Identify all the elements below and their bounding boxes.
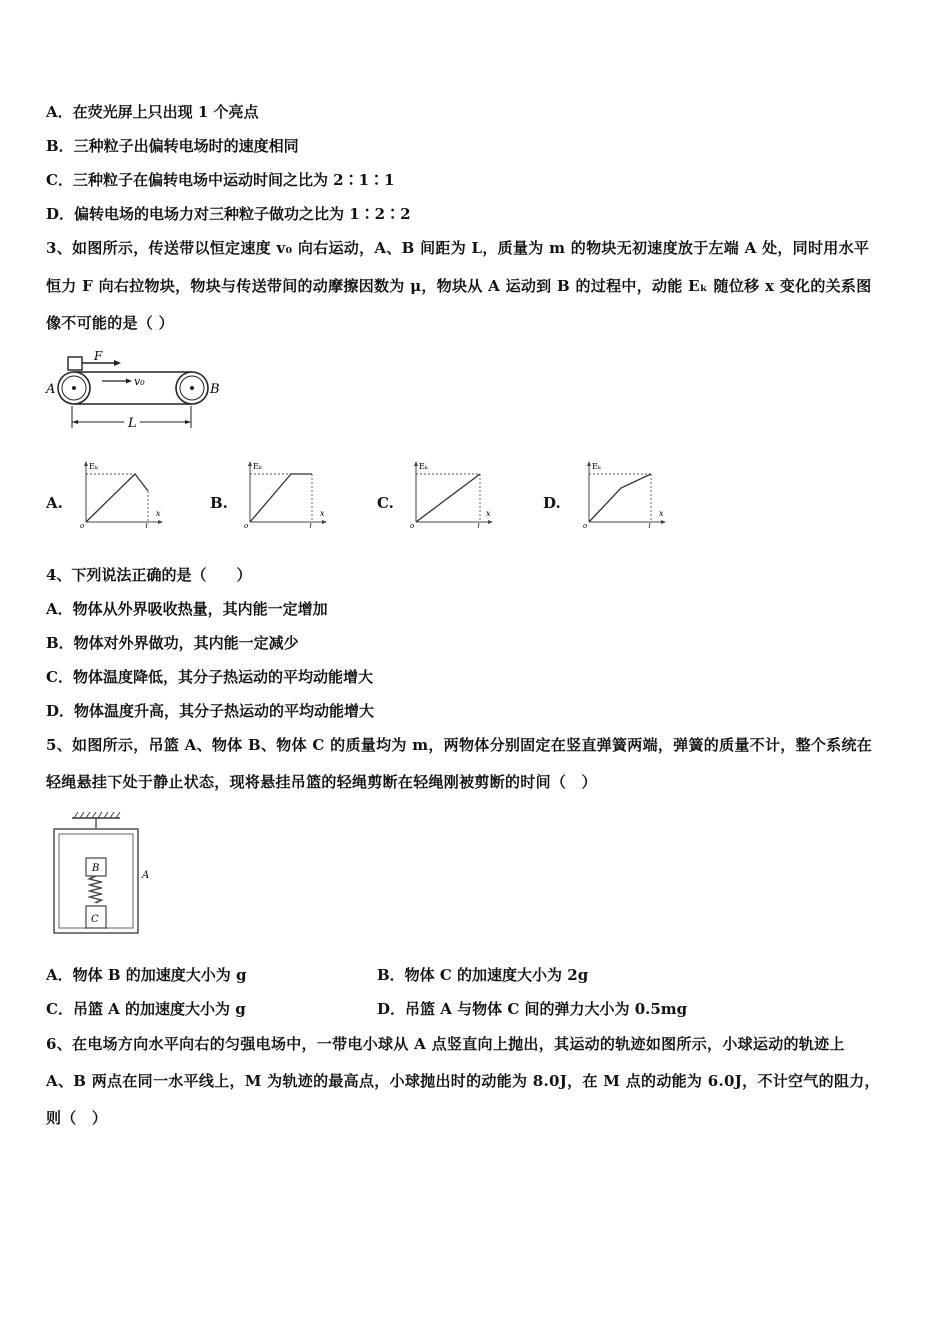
svg-text:Eₖ: Eₖ — [419, 462, 428, 471]
svg-text:Eₖ: Eₖ — [89, 462, 98, 471]
graph-c — [408, 458, 498, 528]
basket-figure — [50, 810, 160, 940]
svg-text:o: o — [410, 522, 415, 528]
graph-c-label: C. — [377, 494, 394, 512]
q3-stem-line-3: 像不可能的是（ ） — [46, 314, 174, 332]
q2-option-d: D．偏转电场的电场力对三种粒子做功之比为 1∶2∶2 — [46, 205, 411, 223]
graph-b — [242, 458, 332, 528]
svg-text:L: L — [648, 523, 653, 528]
graph-d-label: D. — [543, 494, 561, 512]
q3-stem-line-2: 恒力 F 向右拉物块，物块与传送带间的动摩擦因数为 μ，物块从 A 运动到 B 的过程中，动能 Eₖ 随位移 x 变化的关系图 — [46, 277, 872, 295]
graph-a-label: A. — [46, 494, 63, 512]
q6-stem-line-1: 6、在电场方向水平向右的匀强电场中，一带电小球从 A 点竖直向上抛出，其运动的轨迹如图所示，小球运动的轨迹上 — [46, 1035, 845, 1053]
svg-text:L: L — [309, 523, 314, 528]
svg-text:x: x — [156, 509, 161, 518]
force-label: F — [94, 349, 103, 363]
svg-text:o: o — [80, 522, 85, 528]
q6-stem-line-3: 则（ ） — [46, 1109, 108, 1127]
svg-text:L: L — [477, 523, 482, 528]
q5-stem-line-1: 5、如图所示，吊篮 A、物体 B、物体 C 的质量均为 m，两物体分别固定在竖直弹簧两端，弹簧的质量不计，整个系统在 — [46, 736, 873, 754]
basket-a-label: A — [142, 870, 150, 881]
block-c-label: C — [91, 914, 99, 925]
point-b-label: B — [210, 382, 220, 397]
q4-option-d: D．物体温度升高，其分子热运动的平均动能增大 — [46, 702, 375, 720]
svg-text:o: o — [583, 522, 588, 528]
q2-option-a: A．在荧光屏上只出现 1 个亮点 — [46, 103, 259, 121]
graph-a — [78, 458, 168, 528]
q6-stem-line-2: A、B 两点在同一水平线上，M 为轨迹的最高点，小球抛出时的动能为 8.0J，在 M 点的动能为 6.0J，不计空气的阻力， — [46, 1072, 880, 1090]
svg-text:x: x — [659, 509, 664, 518]
graph-b-label: B. — [210, 494, 228, 512]
svg-text:x: x — [486, 509, 491, 518]
q5-option-c: C．吊篮 A 的加速度大小为 g — [46, 1000, 246, 1018]
q2-option-c: C．三种粒子在偏转电场中运动时间之比为 2∶1∶1 — [46, 171, 395, 189]
point-a-label: A — [46, 382, 56, 397]
q3-stem-line-1: 3、如图所示，传送带以恒定速度 v₀ 向右运动，A、B 间距为 L，质量为 m 的物块无初速度放于左端 A 处，同时用水平 — [46, 239, 870, 257]
length-label: L — [128, 416, 137, 431]
block-b-label: B — [92, 863, 100, 874]
q4-option-b: B．物体对外界做功，其内能一定减少 — [46, 634, 299, 652]
block — [68, 357, 82, 370]
q5-option-a: A．物体 B 的加速度大小为 g — [46, 966, 247, 984]
velocity-label: v₀ — [134, 375, 145, 388]
q4-option-c: C．物体温度降低，其分子热运动的平均动能增大 — [46, 668, 373, 686]
q5-stem-line-2: 轻绳悬挂下处于静止状态，现将悬挂吊篮的轻绳剪断在轻绳刚被剪断的时间（ ） — [46, 773, 597, 791]
svg-text:Eₖ: Eₖ — [253, 462, 262, 471]
q5-option-b: B．物体 C 的加速度大小为 2g — [377, 966, 589, 984]
svg-text:o: o — [244, 522, 249, 528]
svg-text:x: x — [320, 509, 325, 518]
q4-option-a: A．物体从外界吸收热量，其内能一定增加 — [46, 600, 328, 618]
graph-d — [581, 458, 671, 528]
svg-text:Eₖ: Eₖ — [592, 462, 601, 471]
q5-option-d: D．吊篮 A 与物体 C 间的弹力大小为 0.5mg — [377, 1000, 688, 1018]
q4-stem: 4、下列说法正确的是（ ） — [46, 566, 252, 584]
q2-option-b: B．三种粒子出偏转电场时的速度相同 — [46, 137, 299, 155]
conveyor-belt-figure — [44, 348, 234, 433]
svg-text:L: L — [145, 523, 150, 528]
